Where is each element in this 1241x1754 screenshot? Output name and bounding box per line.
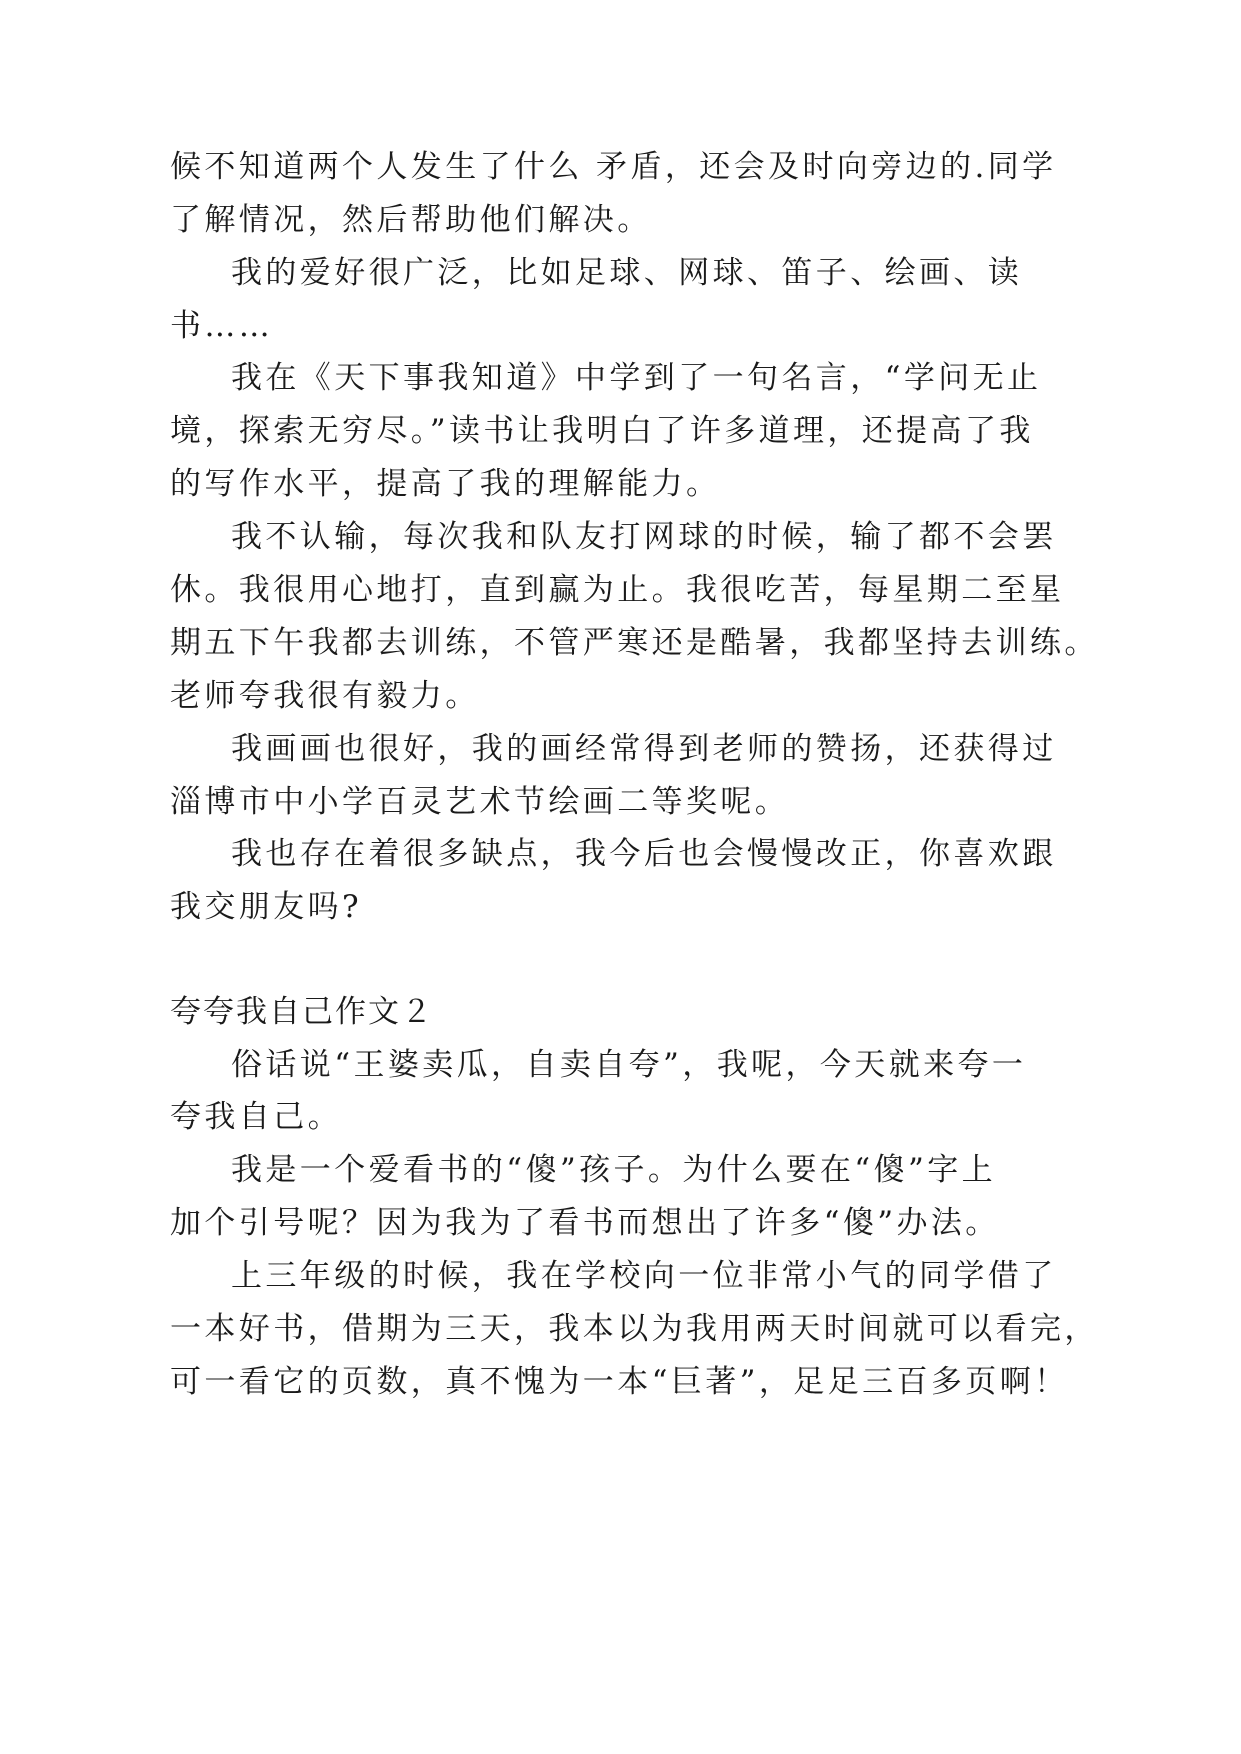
text-line: 一本好书，借期为三天，我本以为我用两天时间就可以看完，	[170, 1311, 1099, 1347]
text-line: 上三年级的时候，我在学校向一位非常小气的同学借了	[231, 1258, 1057, 1294]
text-line: 书……	[170, 308, 274, 344]
text-line: 淄博市中小学百灵艺术节绘画二等奖呢。	[170, 784, 790, 820]
text-line: 夸我自己。	[170, 1099, 342, 1135]
text-line: 可一看它的页数，真不愧为一本“巨著”，足足三百多页啊！	[170, 1364, 1069, 1400]
text-line: 我也存在着很多缺点，我今后也会慢慢改正，你喜欢跟	[231, 836, 1057, 872]
text-line: 老师夸我很有毅力。	[170, 678, 480, 714]
text-line: 候不知道两个人发生了什么 矛盾，还会及时向旁边的.同学	[170, 149, 1057, 185]
text-line: 我在《天下事我知道》中学到了一句名言，“学问无止	[231, 360, 1042, 396]
text-line: 了解情况，然后帮助他们解决。	[170, 202, 652, 238]
text-line: 我交朋友吗?	[170, 889, 363, 925]
text-line: 我的爱好很广泛，比如足球、网球、笛子、绘画、读	[231, 255, 1023, 291]
text-line: 境，探索无穷尽。”读书让我明白了许多道理，还提高了我	[170, 413, 1034, 449]
text-line: 我是一个爱看书的“傻”孩子。为什么要在“傻”字上	[231, 1152, 996, 1188]
section-heading: 夸夸我自己作文２	[170, 994, 434, 1030]
text-line: 休。我很用心地打，直到赢为止。我很吃苦，每星期二至星	[170, 572, 1065, 608]
text-line: 我画画也很好，我的画经常得到老师的赞扬，还获得过	[231, 731, 1057, 767]
text-line: 俗话说“王婆卖瓜，自卖自夸”，我呢，今天就来夸一	[231, 1047, 1027, 1083]
text-line: 我不认输，每次我和队友打网球的时候，输了都不会罢	[231, 519, 1057, 555]
text-line: 的写作水平，提高了我的理解能力。	[170, 466, 721, 502]
text-line: 期五下午我都去训练，不管严寒还是酷暑，我都坚持去训练。	[170, 625, 1099, 661]
text-line: 加个引号呢？因为我为了看书而想出了许多“傻”办法。	[170, 1205, 1000, 1241]
